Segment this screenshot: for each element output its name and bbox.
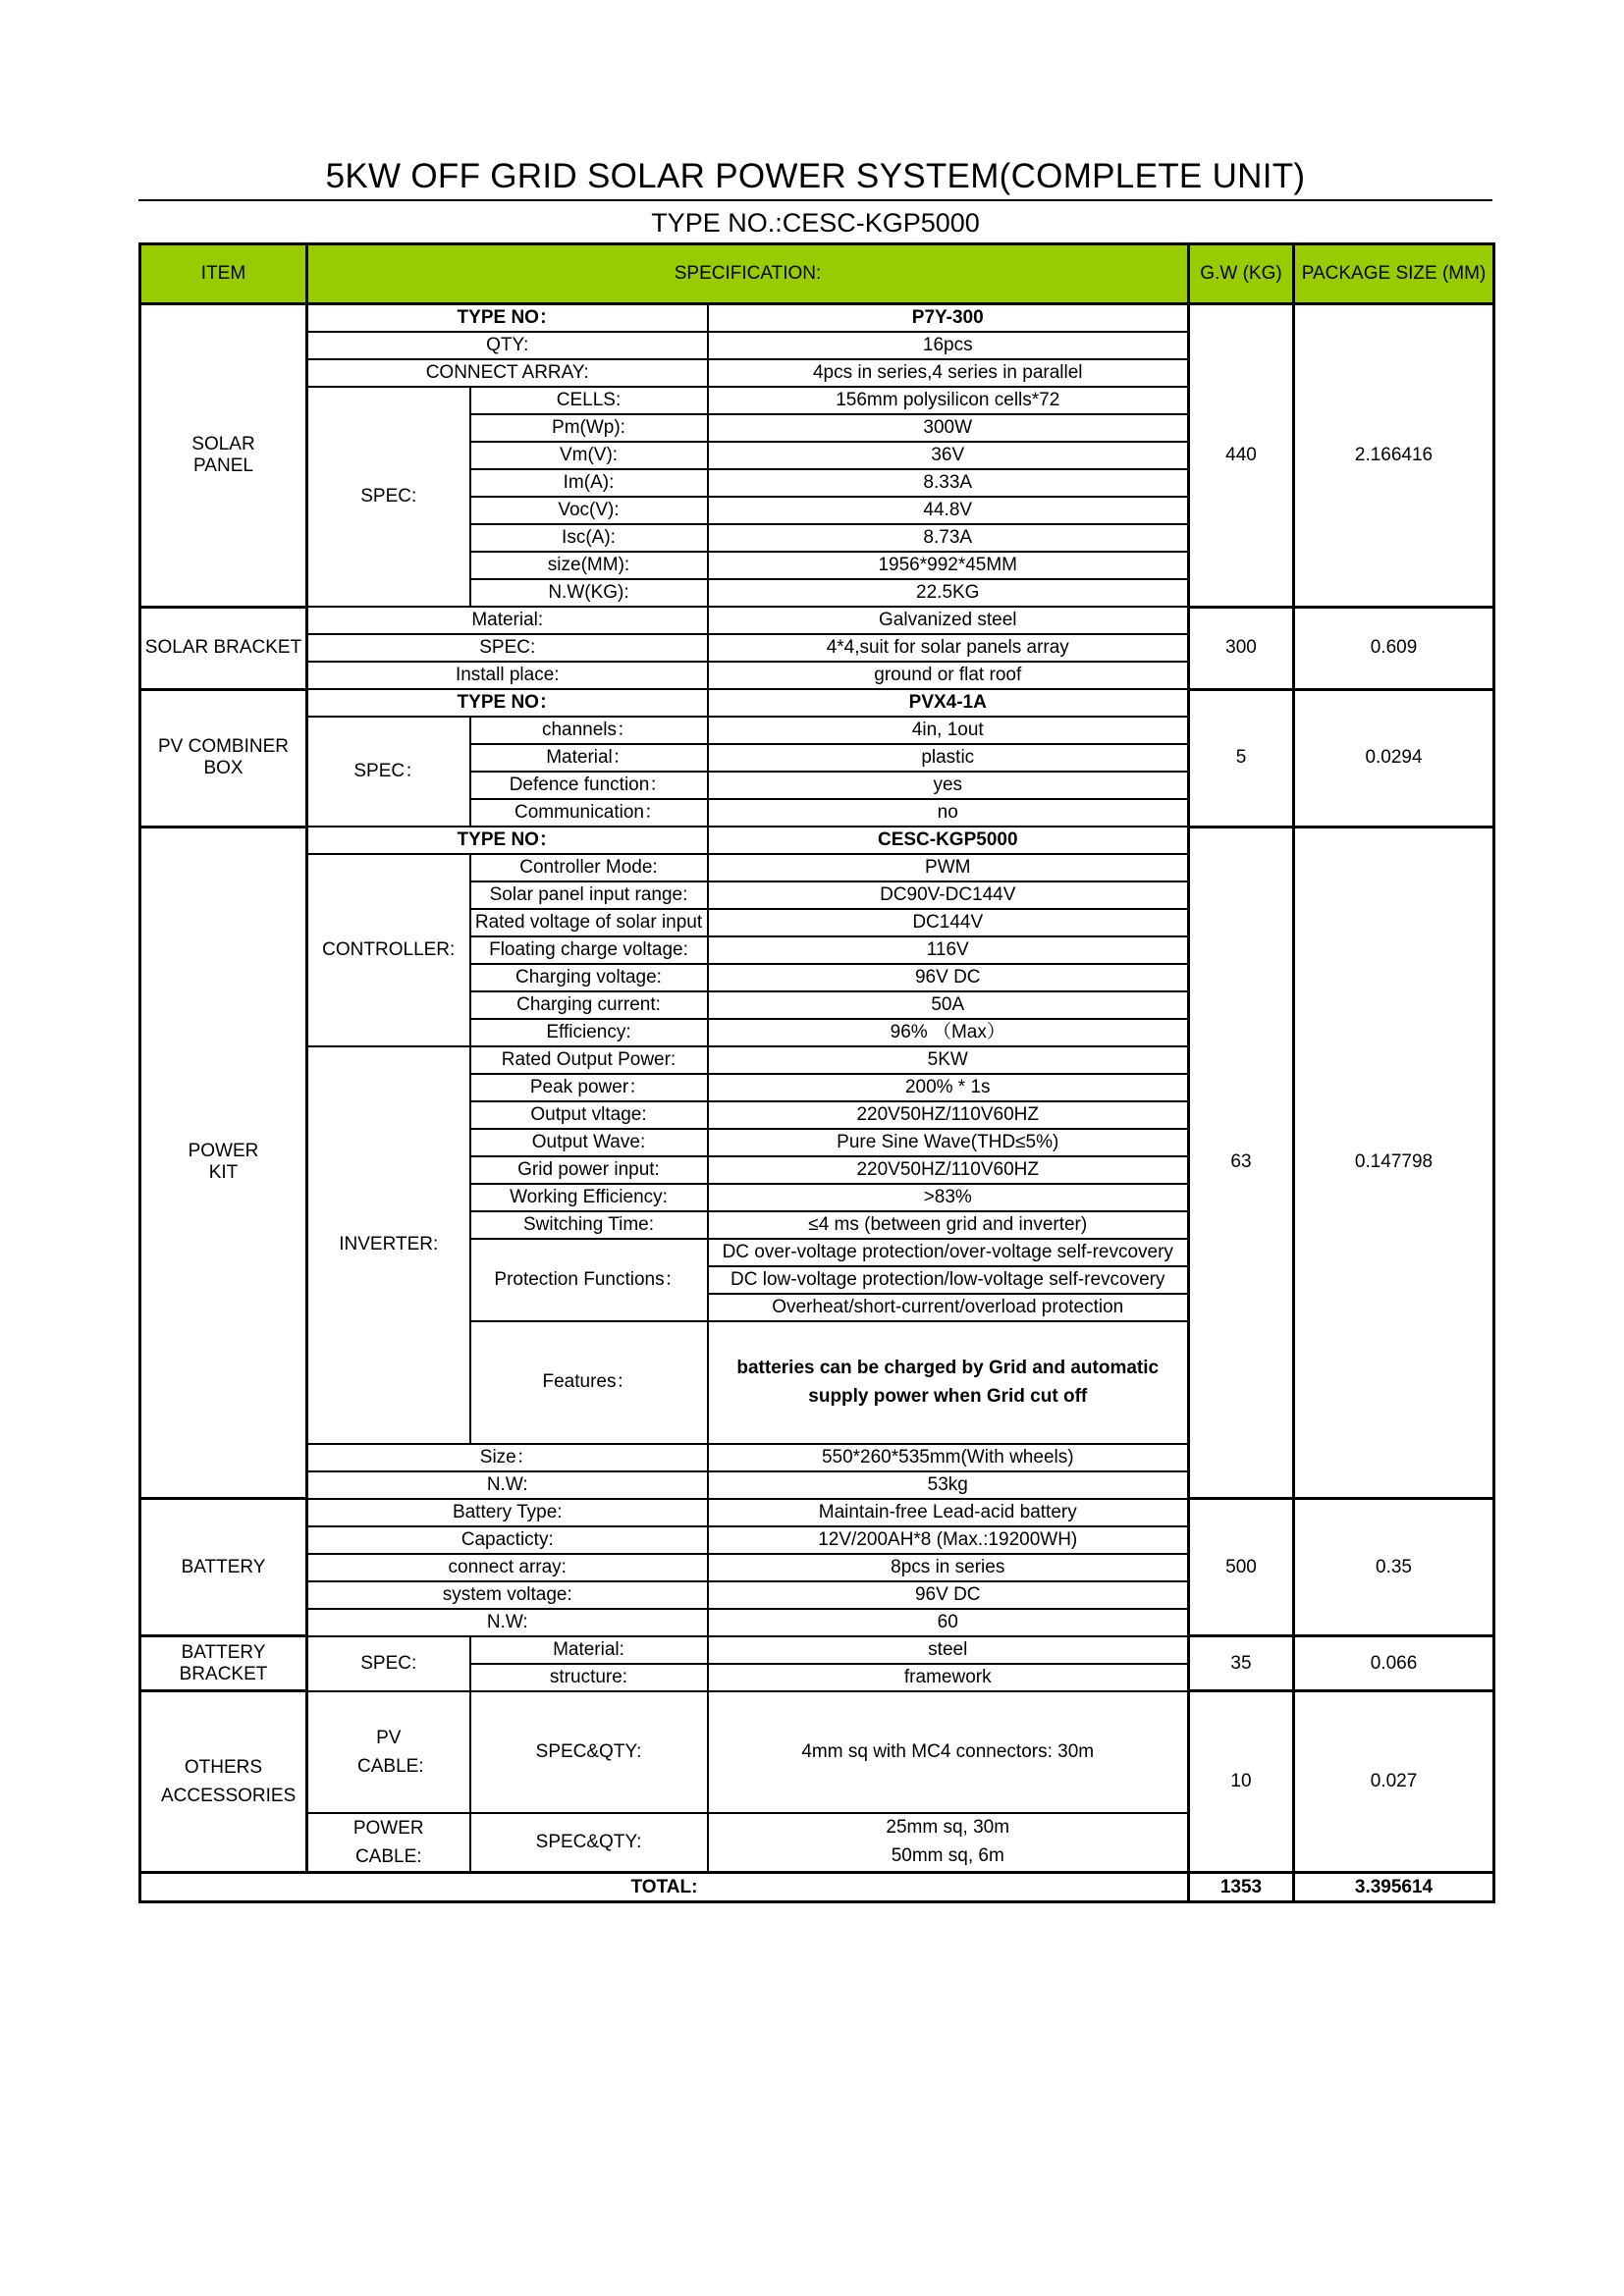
spec-label: Peak power： — [470, 1074, 708, 1101]
spec-label: Im(A): — [470, 469, 708, 497]
item-others-accessories: OTHERS ACCESSORIES — [140, 1691, 307, 1873]
spec-label: Working Efficiency: — [470, 1184, 708, 1211]
spec-label: Floating charge voltage: — [470, 936, 708, 964]
spec-value: DC144V — [708, 909, 1189, 936]
spec-value: 4in, 1out — [708, 717, 1189, 744]
spec-value: 4mm sq with MC4 connectors: 30m — [708, 1691, 1189, 1814]
gw-value: 10 — [1189, 1691, 1294, 1873]
spec-value: 36V — [708, 442, 1189, 469]
spec-label: Material: — [307, 607, 708, 634]
total-row — [140, 1873, 1494, 1902]
power-cable-label: POWER CABLE: — [307, 1813, 470, 1873]
spec-value: 156mm polysilicon cells*72 — [708, 387, 1189, 414]
spec-value: Overheat/short-current/overload protection — [708, 1294, 1189, 1321]
gw-value: 35 — [1189, 1636, 1294, 1691]
spec-label: Pm(Wp): — [470, 414, 708, 442]
spec-value: P7Y-300 — [708, 304, 1189, 333]
spec-value: PWM — [708, 854, 1189, 881]
spec-value: 16pcs — [708, 332, 1189, 359]
title-underline — [138, 199, 1492, 201]
package-value: 2.166416 — [1294, 304, 1494, 608]
item-power-kit: POWER KIT — [140, 827, 307, 1499]
item-pv-combiner-box: PV COMBINER BOX — [140, 689, 307, 827]
item-solar-panel: SOLAR PANEL — [140, 304, 307, 608]
spec-value: yes — [708, 772, 1189, 799]
package-value: 0.147798 — [1294, 827, 1494, 1499]
spec-label: CONNECT ARRAY: — [307, 359, 708, 387]
spec-value: 5KW — [708, 1046, 1189, 1074]
gw-value: 300 — [1189, 607, 1294, 689]
spec-label: Size： — [307, 1444, 708, 1471]
header-package: PACKAGE SIZE (MM) — [1294, 244, 1494, 304]
spec-group-label: SPEC: — [307, 387, 470, 607]
spec-label: Output vltage: — [470, 1101, 708, 1129]
spec-label: SPEC&QTY: — [470, 1691, 708, 1814]
gw-value: 440 — [1189, 304, 1294, 608]
spec-label: structure: — [470, 1664, 708, 1691]
spec-value: ground or flat roof — [708, 662, 1189, 689]
spec-label: Charging current: — [470, 991, 708, 1019]
table-row — [140, 689, 1494, 717]
spec-value: Pure Sine Wave(THD≤5%) — [708, 1129, 1189, 1156]
spec-value: 25mm sq, 30m — [708, 1813, 1189, 1842]
spec-value: steel — [708, 1636, 1189, 1664]
spec-label: N.W: — [307, 1609, 708, 1636]
spec-label: connect array: — [307, 1554, 708, 1581]
spec-label: system voltage: — [307, 1581, 708, 1609]
spec-value: 4pcs in series,4 series in parallel — [708, 359, 1189, 387]
package-value: 0.35 — [1294, 1499, 1494, 1636]
item-battery: BATTERY — [140, 1499, 307, 1636]
spec-table — [138, 242, 1495, 1903]
spec-label: QTY: — [307, 332, 708, 359]
spec-label: Voc(V): — [470, 497, 708, 524]
spec-label: Rated Output Power: — [470, 1046, 708, 1074]
item-solar-bracket: SOLAR BRACKET — [140, 607, 307, 689]
spec-label: Controller Mode: — [470, 854, 708, 881]
spec-label: size(MM): — [470, 552, 708, 579]
spec-label: N.W: — [307, 1471, 708, 1499]
controller-group-label: CONTROLLER: — [307, 854, 470, 1046]
spec-value: 220V50HZ/110V60HZ — [708, 1101, 1189, 1129]
spec-value: 1956*992*45MM — [708, 552, 1189, 579]
spec-value: 116V — [708, 936, 1189, 964]
spec-value: 8pcs in series — [708, 1554, 1189, 1581]
spec-value: DC over-voltage protection/over-voltage self-revcovery — [708, 1239, 1189, 1266]
spec-value: Galvanized steel — [708, 607, 1189, 634]
spec-value: ≤4 ms (between grid and inverter) — [708, 1211, 1189, 1239]
spec-value: 53kg — [708, 1471, 1189, 1499]
spec-label: Solar panel input range: — [470, 881, 708, 909]
spec-value: 4*4,suit for solar panels array — [708, 634, 1189, 662]
spec-label: Rated voltage of solar input — [470, 909, 708, 936]
spec-group-label: SPEC: — [307, 1636, 470, 1691]
spec-label: CELLS: — [470, 387, 708, 414]
spec-label: SPEC: — [307, 634, 708, 662]
spec-label: SPEC&QTY: — [470, 1813, 708, 1873]
spec-value: plastic — [708, 744, 1189, 772]
spec-value: DC90V-DC144V — [708, 881, 1189, 909]
spec-value: 8.33A — [708, 469, 1189, 497]
package-value: 0.0294 — [1294, 689, 1494, 827]
spec-value: 50mm sq, 6m — [708, 1842, 1189, 1873]
spec-label: Defence function： — [470, 772, 708, 799]
spec-label: Battery Type: — [307, 1499, 708, 1526]
spec-value: 12V/200AH*8 (Max.:19200WH) — [708, 1526, 1189, 1554]
item-battery-bracket: BATTERY BRACKET — [140, 1636, 307, 1691]
package-value: 0.066 — [1294, 1636, 1494, 1691]
spec-label: Charging voltage: — [470, 964, 708, 991]
header-gw: G.W (KG) — [1189, 244, 1294, 304]
total-package: 3.395614 — [1294, 1873, 1494, 1902]
gw-value: 500 — [1189, 1499, 1294, 1636]
gw-value: 5 — [1189, 689, 1294, 827]
inverter-group-label: INVERTER: — [307, 1046, 470, 1444]
spec-value: PVX4-1A — [708, 689, 1189, 717]
spec-value: 60 — [708, 1609, 1189, 1636]
spec-label: Communication： — [470, 799, 708, 827]
spec-label: Material： — [470, 744, 708, 772]
spec-value: no — [708, 799, 1189, 827]
spec-label: Install place: — [307, 662, 708, 689]
spec-label: Material: — [470, 1636, 708, 1664]
spec-label: Efficiency: — [470, 1019, 708, 1046]
spec-value: 550*260*535mm(With wheels) — [708, 1444, 1189, 1471]
spec-label: N.W(KG): — [470, 579, 708, 607]
protection-label: Protection Functions： — [470, 1239, 708, 1321]
spec-value: 50A — [708, 991, 1189, 1019]
pv-cable-label: PV CABLE: — [307, 1691, 470, 1814]
spec-label: channels： — [470, 717, 708, 744]
header-row — [140, 244, 1494, 304]
table-row — [140, 1636, 1494, 1664]
spec-label: Grid power input: — [470, 1156, 708, 1184]
features-value: batteries can be charged by Grid and automatic supply power when Grid cut off — [708, 1321, 1189, 1444]
page-title: 5KW OFF GRID SOLAR POWER SYSTEM(COMPLETE UNIT) — [325, 157, 1306, 195]
spec-value: >83% — [708, 1184, 1189, 1211]
spec-label: Capacticty: — [307, 1526, 708, 1554]
spec-label: Output Wave: — [470, 1129, 708, 1156]
spec-label: Isc(A): — [470, 524, 708, 552]
spec-label: TYPE NO： — [307, 689, 708, 717]
table-row — [140, 1499, 1494, 1526]
header-specification: SPECIFICATION: — [307, 244, 1189, 304]
table-row — [140, 827, 1494, 854]
spec-label: Vm(V): — [470, 442, 708, 469]
spec-value: 220V50HZ/110V60HZ — [708, 1156, 1189, 1184]
spec-value: 22.5KG — [708, 579, 1189, 607]
spec-value: 300W — [708, 414, 1189, 442]
table-row — [140, 607, 1494, 634]
type-number: TYPE NO.:CESC-KGP5000 — [651, 208, 980, 238]
spec-value: 96V DC — [708, 964, 1189, 991]
spec-value: DC low-voltage protection/low-voltage self-revcovery — [708, 1266, 1189, 1294]
spec-value: Maintain-free Lead-acid battery — [708, 1499, 1189, 1526]
gw-value: 63 — [1189, 827, 1294, 1499]
spec-label: Switching Time: — [470, 1211, 708, 1239]
spec-value: 200% * 1s — [708, 1074, 1189, 1101]
spec-value: 8.73A — [708, 524, 1189, 552]
spec-value: 96V DC — [708, 1581, 1189, 1609]
package-value: 0.027 — [1294, 1691, 1494, 1873]
header-item: ITEM — [140, 244, 307, 304]
spec-label: TYPE NO： — [307, 827, 708, 854]
table-row — [140, 304, 1494, 333]
features-label: Features： — [470, 1321, 708, 1444]
spec-value: 96% （Max） — [708, 1019, 1189, 1046]
spec-value: CESC-KGP5000 — [708, 827, 1189, 854]
spec-value: 44.8V — [708, 497, 1189, 524]
package-value: 0.609 — [1294, 607, 1494, 689]
total-gw: 1353 — [1189, 1873, 1294, 1902]
spec-group-label: SPEC： — [307, 717, 470, 827]
total-label: TOTAL: — [140, 1873, 1189, 1902]
spec-label: TYPE NO： — [307, 304, 708, 333]
spec-value: framework — [708, 1664, 1189, 1691]
